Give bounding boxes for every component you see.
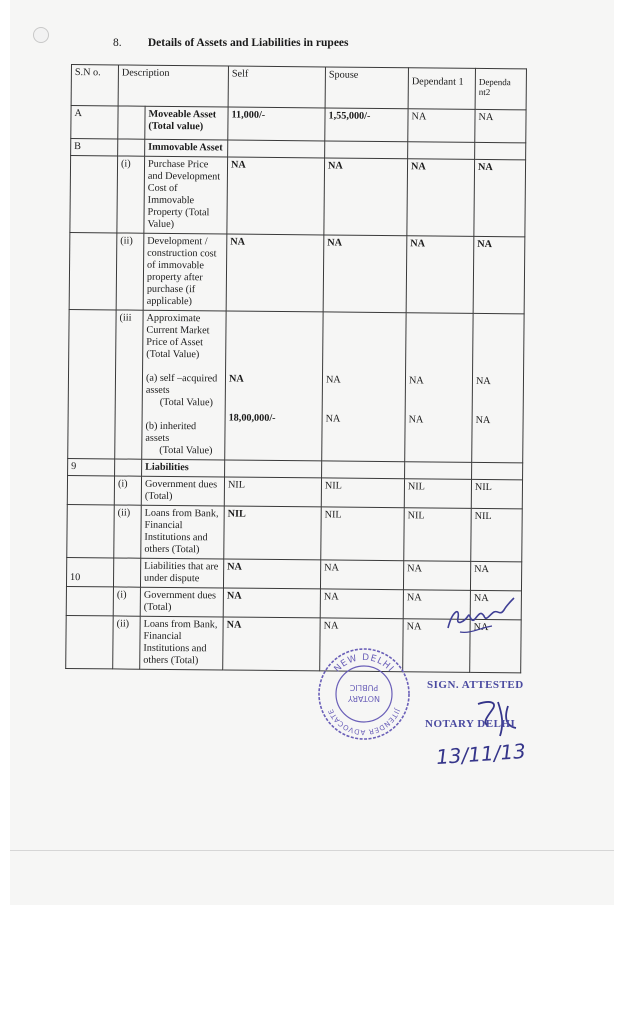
table-row xyxy=(67,504,522,561)
cell-dependant2: NA xyxy=(470,619,522,672)
row-sub: (ii) xyxy=(114,505,142,558)
stamp-top-text: NEW DELHI xyxy=(332,652,396,675)
stamp-bottom-text: JITENDER ADVOCATE xyxy=(326,707,402,737)
cell-dependant2: NA xyxy=(470,561,521,590)
subrow-a-dependant1: NA xyxy=(408,375,424,387)
header-self: Self xyxy=(228,66,325,108)
cell-self: NIL xyxy=(224,506,322,560)
empty-cell xyxy=(325,141,408,159)
notary-delhi-stamp: NOTARY DELHI xyxy=(425,718,516,730)
subrow-b-self: 18,00,000/- xyxy=(228,412,276,424)
table-row xyxy=(68,309,524,462)
cell-dependant1: NIL xyxy=(404,479,471,509)
stamp-inner-ring xyxy=(336,666,392,722)
svg-text:NEW DELHI xyxy=(333,653,396,675)
row-sub: (iii xyxy=(115,310,143,459)
cell-self: NA xyxy=(223,559,320,589)
cell-dependant2: NA xyxy=(473,236,525,313)
cell-dependant1: NA xyxy=(403,561,470,591)
page-edge xyxy=(10,850,614,851)
row-description-main: Approximate Current Market Price of Asset (Total Value) xyxy=(146,312,210,361)
row-sno xyxy=(66,586,113,615)
subrow-a-spouse: NA xyxy=(325,374,341,386)
sign-attested-stamp: SIGN. ATTESTED xyxy=(427,679,524,691)
notary-stamp xyxy=(316,646,412,742)
header-row xyxy=(71,65,526,110)
row-description: Purchase Price and Development Cost of Immovable Property (Total Value) xyxy=(144,156,228,234)
row-sub: (i) xyxy=(114,476,141,505)
table-row xyxy=(66,557,521,590)
stamp-center-text1: NOTARY xyxy=(348,694,380,703)
cell-spouse: 1,55,000/- xyxy=(325,108,408,142)
header-dependant1: Dependant 1 xyxy=(408,68,475,110)
cell-dependant1 xyxy=(405,313,473,463)
empty-cell xyxy=(472,462,523,479)
row-description: Liabilities that are under dispute xyxy=(140,558,223,588)
cell-dependant2: NIL xyxy=(471,479,522,508)
stamp-center-text2: PUBLIC xyxy=(349,683,379,692)
cell-dependant2 xyxy=(472,313,524,462)
subrow-a-sublabel: (Total Value) xyxy=(159,396,213,409)
row-description: Moveable Asset (Total value) xyxy=(145,106,228,140)
empty-cell xyxy=(405,462,472,480)
empty-cell xyxy=(225,460,322,478)
row-sub xyxy=(118,106,145,139)
empty-cell xyxy=(408,142,475,160)
row-description: Immovable Asset xyxy=(145,139,228,157)
row-description: Government dues (Total) xyxy=(141,476,224,506)
row-sno xyxy=(66,615,114,668)
section-number: 8. xyxy=(113,37,122,49)
cell-spouse: NA xyxy=(320,560,403,590)
row-description: Loans from Bank, Financial Institutions and others (Total) xyxy=(140,616,224,670)
table-row xyxy=(71,106,526,143)
row-description: Loans from Bank, Financial Institutions and others (Total) xyxy=(141,505,225,559)
row-sub: (ii) xyxy=(116,233,144,310)
empty-cell xyxy=(228,140,325,158)
cell-spouse: NIL xyxy=(321,478,404,508)
row-sub xyxy=(115,459,142,476)
row-sub xyxy=(118,139,145,156)
cell-spouse xyxy=(322,312,406,462)
cell-spouse: NA xyxy=(324,158,408,236)
row-description: Liabilities xyxy=(142,459,225,477)
row-sno xyxy=(67,475,114,504)
attestation-date: 13/11/13 xyxy=(435,738,527,770)
cell-self: NA xyxy=(226,234,324,312)
signature-scribble xyxy=(440,592,520,642)
header-sno: S.N o. xyxy=(71,65,118,106)
subrow-a-dependant2: NA xyxy=(475,375,491,388)
svg-text:JITENDER ADVOCATE xyxy=(327,706,402,736)
punch-hole xyxy=(33,27,49,43)
row-sno: B xyxy=(71,139,118,156)
row-sno xyxy=(67,504,115,557)
section-heading xyxy=(113,37,349,49)
row-sno xyxy=(68,309,116,458)
row-sub: (i) xyxy=(117,156,145,233)
subrow-b-sublabel: (Total Value) xyxy=(159,444,213,457)
cell-dependant1: NIL xyxy=(404,508,472,562)
row-sno xyxy=(70,156,118,233)
table-row xyxy=(70,156,526,237)
cell-dependant2: NA xyxy=(470,590,521,619)
cell-dependant1: NA xyxy=(407,159,475,237)
row-sub xyxy=(113,558,140,587)
subrow-b-label: (b) inherited assets xyxy=(145,420,197,444)
cell-self: NA xyxy=(223,617,321,671)
cell-spouse: NA xyxy=(320,618,404,672)
empty-cell xyxy=(322,461,405,479)
subrow-b-dependant1: NA xyxy=(408,414,424,426)
empty-cell xyxy=(475,142,526,159)
row-sno: A xyxy=(71,106,118,139)
row-sno: 10 xyxy=(66,557,113,586)
row-description xyxy=(142,310,226,460)
subrow-b-dependant2: NA xyxy=(475,414,491,427)
row-sno: 9 xyxy=(68,458,115,475)
cell-self: NIL xyxy=(224,477,321,507)
cell-spouse: NIL xyxy=(321,507,405,561)
cell-dependant1: NA xyxy=(403,619,471,673)
header-description: Description xyxy=(118,65,228,107)
cell-dependant1: NA xyxy=(408,109,475,143)
cell-spouse: NA xyxy=(320,589,403,619)
cell-self xyxy=(225,311,323,461)
section-title: Details of Assets and Liabilities in rupees xyxy=(147,37,349,49)
assets-liabilities-table xyxy=(65,64,527,673)
table-row xyxy=(67,475,522,508)
row-description: Government dues (Total) xyxy=(140,587,223,617)
cell-self: NA xyxy=(223,588,320,618)
subrow-a-label: (a) self –acquired assets xyxy=(145,372,218,396)
header-spouse: Spouse xyxy=(325,67,408,109)
row-sub: (i) xyxy=(113,587,140,616)
cell-dependant2: NIL xyxy=(471,508,523,561)
table-row xyxy=(69,232,525,313)
cell-dependant2: NA xyxy=(475,109,526,142)
row-sub: (ii) xyxy=(113,616,141,669)
cell-self: 11,000/- xyxy=(228,107,325,141)
cell-dependant1: NA xyxy=(403,590,470,620)
cell-dependant1: NA xyxy=(406,236,474,314)
cell-dependant2: NA xyxy=(474,159,526,236)
row-sno xyxy=(69,232,117,309)
cell-self: NA xyxy=(227,157,325,235)
row-description: Development / construction cost of immovable property after purchase (if applicable) xyxy=(143,233,227,311)
header-dependant2: Dependa nt2 xyxy=(475,68,526,109)
cell-spouse: NA xyxy=(323,235,407,313)
subrow-a-self: NA xyxy=(228,373,244,385)
subrow-b-spouse: NA xyxy=(325,413,341,425)
